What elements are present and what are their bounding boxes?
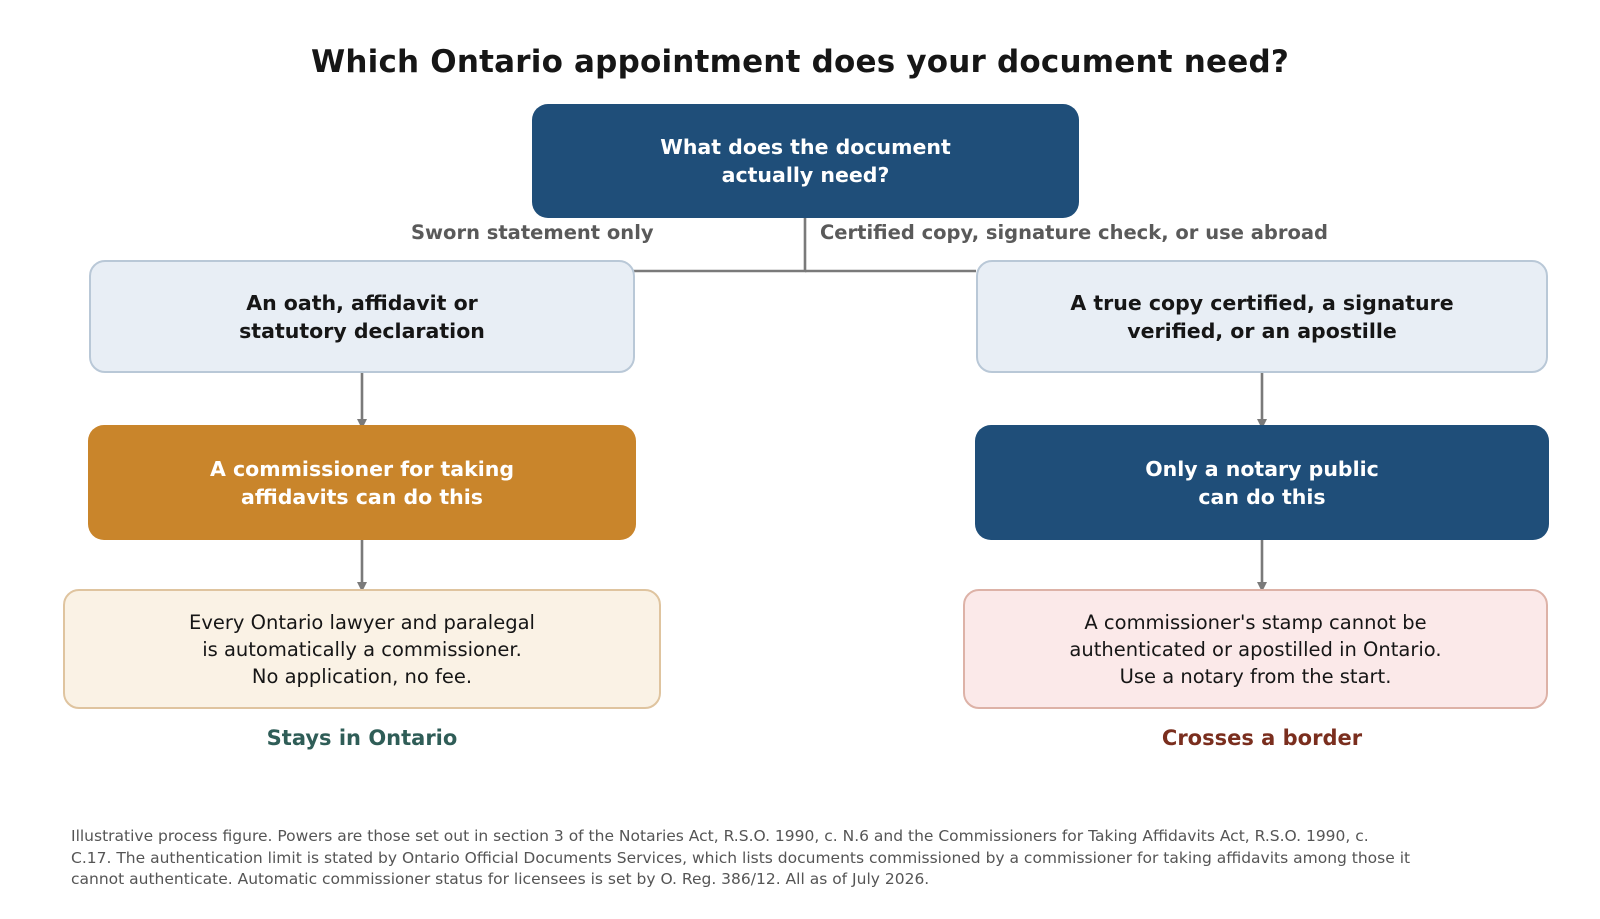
root-question-text: What does the document actually need? xyxy=(660,135,951,187)
commissioner-text: A commissioner for taking affidavits can do this xyxy=(209,456,515,509)
footnote: Illustrative process figure. Powers are those set out in section 3 of the Notaries Act, R.S.O. 1990, c. N.6 and the Commissioners for Taking Affidavits Act, R.S.O. 1990, c. C.17. The authentication limit is stated by Ontario Official Documents Services, which lists documents commissioned by a commissioner for taking affidavits among those it cannot authenticate. Automatic commissioner status for licensees is set by O. Reg. 386/12. All as of July 2026. xyxy=(71,827,1411,888)
notary-info-node xyxy=(963,589,1548,709)
sworn-statement-node xyxy=(89,260,635,373)
root-question-node xyxy=(532,104,1079,218)
diagram-title: Which Ontario appointment does your document need? xyxy=(310,44,1290,80)
certified-copy-text: A true copy certified, a signature verified, or an apostille xyxy=(1070,290,1454,343)
notary-info-text: A commissioner's stamp cannot be authenticated or apostilled in Ontario. Use a notary from the start. xyxy=(1069,610,1442,688)
commissioner-info-text: Every Ontario lawyer and paralegal is automatically a commissioner. No application, no fee. xyxy=(189,610,535,688)
notary-node xyxy=(975,425,1549,540)
branch-label-left: Sworn statement only xyxy=(411,221,654,244)
sworn-statement-text: An oath, affidavit or statutory declaration xyxy=(239,290,485,343)
outcome-right: Crosses a border xyxy=(1161,726,1363,750)
commissioner-info-node xyxy=(63,589,661,709)
branch-label-right: Certified copy, signature check, or use abroad xyxy=(820,221,1328,244)
branch-connector xyxy=(633,214,805,271)
certified-copy-node xyxy=(976,260,1548,373)
notary-text: Only a notary public can do this xyxy=(1145,456,1379,509)
outcome-left: Stays in Ontario xyxy=(266,726,458,750)
commissioner-node xyxy=(88,425,636,540)
